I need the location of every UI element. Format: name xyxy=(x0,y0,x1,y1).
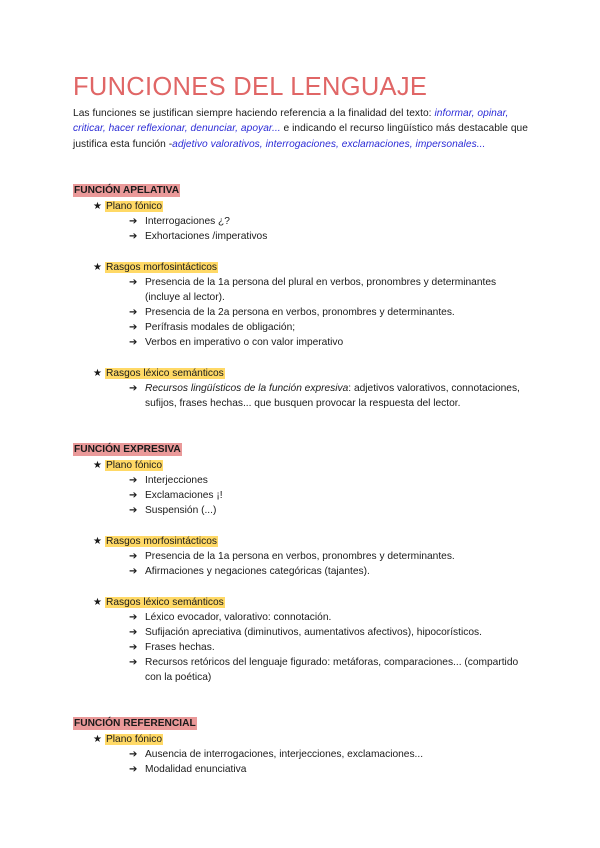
arrow-right-icon: ➔ xyxy=(129,231,138,243)
item-text: Exhortaciones /imperativos xyxy=(145,231,268,243)
arrow-right-icon: ➔ xyxy=(129,764,138,776)
item-list xyxy=(73,549,533,579)
feature-group xyxy=(73,366,533,411)
section-title: FUNCIÓN EXPRESIVA xyxy=(74,444,181,456)
list-item xyxy=(129,275,533,305)
arrow-right-icon: ➔ xyxy=(129,627,138,639)
list-item xyxy=(129,625,533,640)
arrow-right-icon: ➔ xyxy=(129,749,138,761)
intro-paragraph xyxy=(73,106,533,152)
page-title: FUNCIONES DEL LENGUAJE xyxy=(73,73,428,101)
category-heading xyxy=(93,595,533,610)
category-heading xyxy=(93,534,533,549)
star-icon: ★ xyxy=(93,368,102,380)
list-item xyxy=(129,229,533,244)
arrow-right-icon: ➔ xyxy=(129,657,138,669)
star-icon: ★ xyxy=(93,460,102,472)
item-text: Frases hechas. xyxy=(145,642,215,654)
category-label: Plano fónico xyxy=(106,201,163,213)
list-item xyxy=(129,640,533,655)
feature-group xyxy=(73,458,533,518)
list-item xyxy=(129,655,533,685)
item-text: Presencia de la 2a persona en verbos, pronombres y determinantes. xyxy=(145,307,455,319)
star-icon: ★ xyxy=(93,536,102,548)
item-text: Afirmaciones y negaciones categóricas (tajantes). xyxy=(145,566,370,578)
item-text: Interjecciones xyxy=(145,475,208,487)
feature-group xyxy=(73,534,533,579)
star-icon: ★ xyxy=(93,597,102,609)
item-list xyxy=(73,381,533,411)
list-item xyxy=(129,610,533,625)
item-text: Presencia de la 1a persona en verbos, pronombres y determinantes. xyxy=(145,551,455,563)
list-item xyxy=(129,335,533,350)
category-heading xyxy=(93,458,533,473)
arrow-right-icon: ➔ xyxy=(129,277,138,289)
list-item xyxy=(129,564,533,579)
item-list xyxy=(73,473,533,518)
feature-group xyxy=(73,732,533,777)
list-item xyxy=(129,473,533,488)
category-heading xyxy=(93,260,533,275)
list-item xyxy=(129,747,533,762)
category-label: Plano fónico xyxy=(106,460,163,472)
item-list xyxy=(73,275,533,350)
item-text: Léxico evocador, valorativo: connotación. xyxy=(145,612,332,624)
arrow-right-icon: ➔ xyxy=(129,216,138,228)
category-heading xyxy=(93,366,533,381)
list-item xyxy=(129,549,533,564)
arrow-right-icon: ➔ xyxy=(129,490,138,502)
section-title: FUNCIÓN APELATIVA xyxy=(74,185,180,197)
item-emphasis: Recursos lingüísticos de la función expresiva xyxy=(145,383,349,395)
arrow-right-icon: ➔ xyxy=(129,337,138,349)
arrow-right-icon: ➔ xyxy=(129,505,138,517)
item-list xyxy=(73,610,533,685)
item-text: Ausencia de interrogaciones, interjecciones, exclamaciones... xyxy=(145,749,424,761)
item-text: Presencia de la 1a persona del plural en verbos, pronombres y determinantes (incluye al lector). xyxy=(145,277,497,304)
item-text: Exclamaciones ¡! xyxy=(145,490,223,502)
intro-emphasis-1: informar, opinar, criticar, hacer reflexionar, denunciar, apoyar... xyxy=(73,108,509,135)
category-label: Plano fónico xyxy=(106,734,163,746)
list-item xyxy=(129,488,533,503)
item-text: Modalidad enunciativa xyxy=(145,764,247,776)
arrow-right-icon: ➔ xyxy=(129,307,138,319)
arrow-right-icon: ➔ xyxy=(129,566,138,578)
arrow-right-icon: ➔ xyxy=(129,322,138,334)
sections-container xyxy=(73,180,533,777)
category-label: Rasgos léxico semánticos xyxy=(106,597,224,609)
list-item xyxy=(129,320,533,335)
star-icon: ★ xyxy=(93,734,102,746)
category-label: Rasgos léxico semánticos xyxy=(106,368,224,380)
feature-group xyxy=(73,260,533,350)
arrow-right-icon: ➔ xyxy=(129,551,138,563)
arrow-right-icon: ➔ xyxy=(129,642,138,654)
item-text: Suspensión (...) xyxy=(145,505,217,517)
section xyxy=(73,713,533,777)
list-item xyxy=(129,305,533,320)
item-text: Verbos en imperativo o con valor imperativo xyxy=(145,337,344,349)
item-text: : adjetivos valorativos, connotaciones, sufijos, frases hechas... que busquen provocar la respuesta del lector. xyxy=(145,383,520,410)
intro-emphasis-2: adjetivo valorativos, interrogaciones, exclamaciones, impersonales... xyxy=(172,138,486,150)
arrow-right-icon: ➔ xyxy=(129,383,138,395)
category-label: Rasgos morfosintácticos xyxy=(106,262,217,274)
item-text: Perífrasis modales de obligación; xyxy=(145,322,296,334)
document-page xyxy=(73,70,533,777)
item-text: Interrogaciones ¿? xyxy=(145,216,230,228)
item-list xyxy=(73,214,533,244)
feature-group xyxy=(73,199,533,244)
category-label: Rasgos morfosintácticos xyxy=(106,536,217,548)
section-title: FUNCIÓN REFERENCIAL xyxy=(74,718,196,730)
feature-group xyxy=(73,595,533,685)
item-text: Recursos retóricos del lenguaje figurado: metáforas, comparaciones... (compartido con la poética) xyxy=(145,657,519,684)
list-item xyxy=(129,381,533,411)
star-icon: ★ xyxy=(93,262,102,274)
arrow-right-icon: ➔ xyxy=(129,475,138,487)
list-item xyxy=(129,214,533,229)
intro-text-1: Las funciones se justifican siempre haciendo referencia a la finalidad del texto: xyxy=(73,108,435,119)
section xyxy=(73,180,533,411)
arrow-right-icon: ➔ xyxy=(129,612,138,624)
intro-text-2: e indicando el recurso lingüístico más destacable que justifica esta función - xyxy=(73,123,528,150)
list-item xyxy=(129,503,533,518)
star-icon: ★ xyxy=(93,201,102,213)
list-item xyxy=(129,762,533,777)
item-list xyxy=(73,747,533,777)
item-text: Sufijación apreciativa (diminutivos, aumentativos afectivos), hipocorísticos. xyxy=(145,627,482,639)
section xyxy=(73,439,533,685)
category-heading xyxy=(93,199,533,214)
category-heading xyxy=(93,732,533,747)
